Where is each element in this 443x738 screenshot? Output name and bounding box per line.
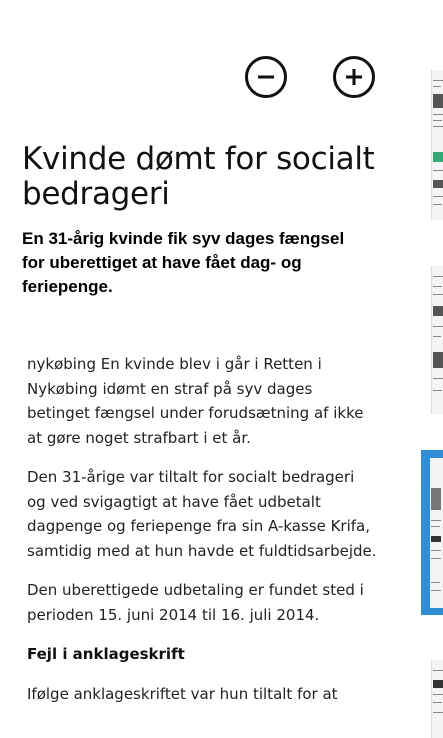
zoom-in-button[interactable] bbox=[333, 56, 375, 98]
article-paragraph: Den 31-årige var tiltalt for socialt bedrageri og ved svigagtigt at have fået udbetalt dagpenge og feriepenge fra sin A-kasse Krifa, samtidig med at hun havde et fuldtidsarbejde. bbox=[27, 468, 377, 560]
page-thumbnail[interactable] bbox=[431, 660, 443, 738]
minus-icon bbox=[254, 65, 278, 89]
page-thumbnail-selected[interactable] bbox=[421, 450, 443, 615]
article-headline: Kvinde dømt for socialt bedrageri bbox=[22, 141, 375, 212]
article-paragraph: Den uberettigede udbetaling er fundet sted i perioden 15. juni 2014 til 16. juli 2014. bbox=[27, 581, 364, 624]
article-paragraph: Ifølge anklageskriftet var hun tiltalt for at bbox=[27, 684, 338, 703]
page-thumbnail[interactable] bbox=[431, 70, 443, 220]
plus-icon bbox=[342, 65, 366, 89]
article-body bbox=[27, 352, 377, 721]
article-subheading: En 31-årig kvinde fik syv dages fængsel for uberettiget at have fået dag- og feriepenge. bbox=[22, 229, 345, 296]
zoom-out-button[interactable] bbox=[245, 56, 287, 98]
article-section-heading: Fejl i anklageskrift bbox=[27, 645, 185, 663]
thumbnail-page bbox=[430, 458, 443, 608]
page-thumbnail-strip bbox=[421, 0, 443, 738]
page-thumbnail[interactable] bbox=[431, 266, 443, 414]
article-paragraph: nykøbing En kvinde blev i går i Retten i Nykøbing idømt en straf på syv dages betinget fængsel under forudsætning af ikke at gøre noget strafbart i et år. bbox=[27, 355, 364, 447]
